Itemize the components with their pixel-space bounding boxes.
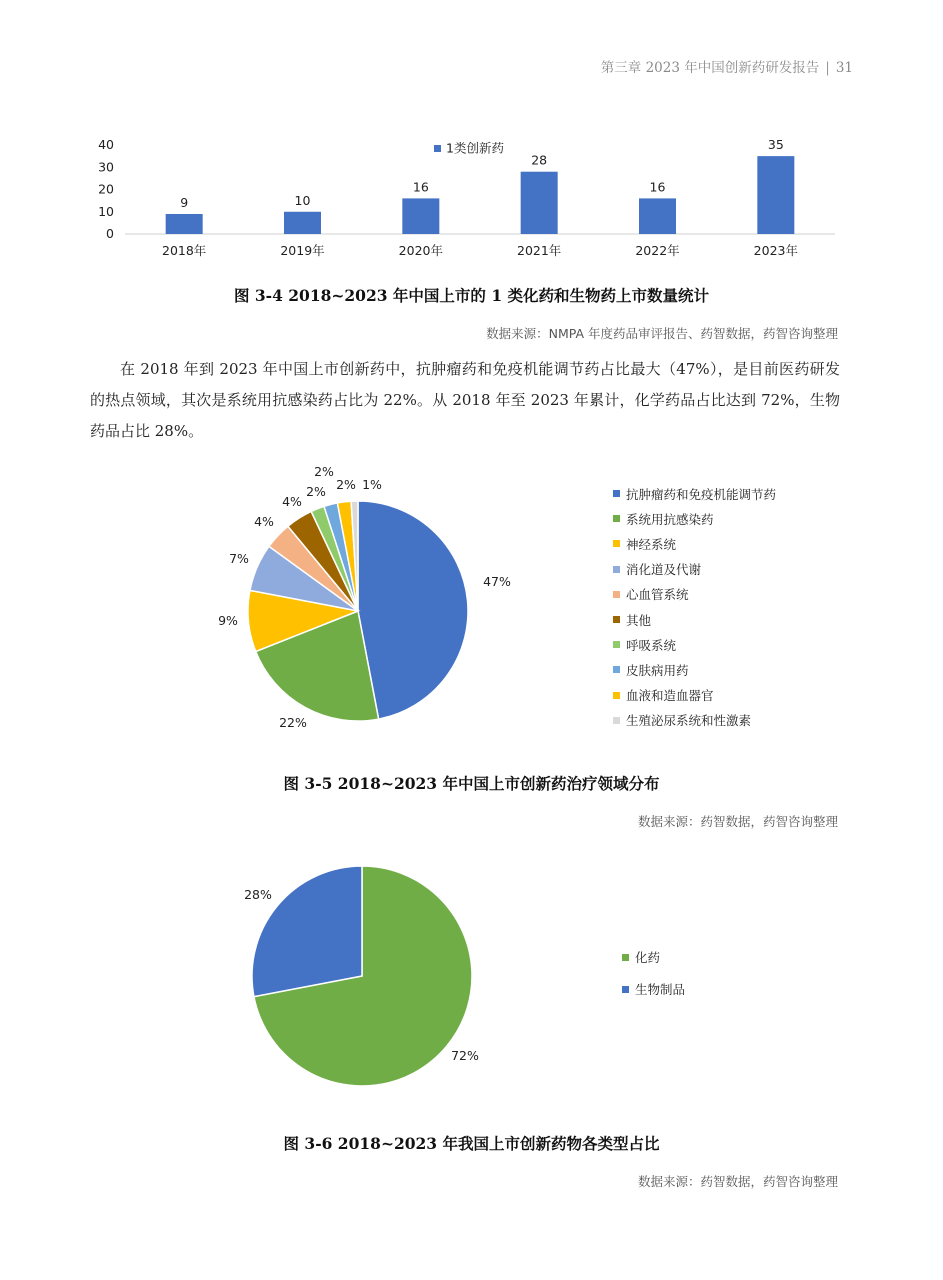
- legend-swatch: [613, 616, 620, 623]
- slice-value-label: 72%: [451, 1048, 479, 1063]
- legend-swatch: [613, 540, 620, 547]
- legend-label: 皮肤病用药: [626, 662, 689, 678]
- legend-label: 1类创新药: [446, 140, 504, 156]
- legend-label: 神经系统: [626, 536, 677, 552]
- legend-swatch: [613, 717, 620, 724]
- legend-swatch: [613, 515, 620, 522]
- running-header: [601, 56, 853, 76]
- legend-swatch: [613, 566, 620, 573]
- drug-type-pie-chart: [0, 850, 943, 1110]
- figure-3-6-source: 数据来源：药智数据，药智咨询整理: [637, 1174, 838, 1189]
- x-tick-label: 2023年: [753, 243, 798, 258]
- y-tick-label: 40: [98, 137, 114, 152]
- y-tick-label: 20: [98, 181, 114, 197]
- legend-swatch: [613, 490, 620, 497]
- legend-label: 生物制品: [635, 982, 686, 997]
- x-tick-label: 2019年: [280, 243, 325, 258]
- slice-value-label: 4%: [254, 514, 274, 529]
- bar: [166, 214, 203, 234]
- slice-value-label: 47%: [483, 574, 511, 589]
- legend-item: [622, 941, 685, 973]
- legend-item: [622, 973, 685, 1005]
- x-tick-label: 2018年: [162, 243, 207, 258]
- legend-item: [613, 607, 776, 632]
- figure-3-6-caption: 图 3-6 2018~2023 年我国上市创新药物各类型占比: [283, 1134, 660, 1153]
- bar-value-label: 9: [180, 194, 189, 210]
- bar-value-label: 16: [412, 179, 429, 195]
- legend-item: [613, 557, 776, 582]
- legend-swatch: [434, 145, 441, 152]
- legend-label: 呼吸系统: [626, 637, 677, 653]
- figure-3-5-source: 数据来源：药智数据，药智咨询整理: [637, 814, 838, 829]
- figure-3-4-source: 数据来源：NMPA 年度药品审评报告、药智数据，药智咨询整理: [486, 326, 838, 341]
- slice-value-label: 9%: [218, 613, 238, 628]
- legend-label: 生殖泌尿系统和性激素: [626, 713, 752, 729]
- y-tick-label: 0: [106, 226, 114, 241]
- paragraph-text: 在 2018 年到 2023 年中国上市创新药中，抗肿瘤药和免疫机能调节药占比最大（47%），是目前医药研发的热点领域，其次是系统用抗感染药占比为 22%。从 2018 年至 2023 年累计，化学药品占比达到 72%，生物药品占比 28%。: [90, 360, 840, 440]
- legend-item: [613, 683, 776, 708]
- slice-value-label: 28%: [244, 887, 272, 902]
- legend-label: 消化道及代谢: [626, 562, 702, 578]
- x-tick-label: 2022年: [635, 243, 680, 258]
- slice-value-label: 4%: [282, 494, 302, 509]
- header-separator: |: [825, 60, 830, 76]
- slice-value-label: 2%: [314, 464, 334, 479]
- legend-label: 系统用抗感染药: [626, 511, 714, 527]
- slice-value-label: 2%: [336, 477, 356, 492]
- legend-item: [613, 531, 776, 556]
- bar: [757, 156, 794, 234]
- legend-label: 抗肿瘤药和免疫机能调节药: [626, 486, 777, 502]
- chapter-title: 第三章 2023 年中国创新药研发报告: [600, 60, 820, 76]
- bar: [639, 198, 676, 234]
- legend-label: 心血管系统: [626, 587, 689, 603]
- legend-item: [613, 481, 776, 506]
- legend-item: [613, 657, 776, 682]
- bar-value-label: 35: [767, 137, 784, 153]
- legend-swatch: [622, 954, 629, 961]
- legend-swatch: [613, 666, 620, 673]
- legend-label: 其他: [626, 612, 652, 628]
- figure-3-4-caption: 图 3-4 2018~2023 年中国上市的 1 类化药和生物药上市数量统计: [233, 286, 710, 305]
- legend-item: [613, 582, 776, 607]
- bar: [402, 198, 439, 234]
- bar-value-label: 28: [531, 152, 548, 168]
- legend-label: 血液和造血器官: [626, 688, 714, 704]
- therapeutic-area-legend: [613, 481, 776, 733]
- drug-type-legend: [622, 941, 685, 1005]
- pie-slice: [358, 501, 468, 719]
- slice-value-label: 22%: [279, 715, 307, 730]
- slice-value-label: 1%: [362, 477, 382, 492]
- legend-swatch: [622, 986, 629, 993]
- bar: [521, 172, 558, 234]
- bar: [284, 212, 321, 234]
- bar-value-label: 16: [649, 179, 666, 195]
- figure-3-5-caption: 图 3-5 2018~2023 年中国上市创新药治疗领域分布: [283, 774, 660, 793]
- legend-item: [613, 506, 776, 531]
- slice-value-label: 2%: [306, 484, 326, 499]
- page-number: 31: [835, 60, 853, 76]
- x-tick-label: 2021年: [517, 243, 562, 258]
- body-paragraph: [90, 354, 840, 447]
- x-tick-label: 2020年: [398, 243, 443, 258]
- y-tick-label: 30: [98, 159, 114, 175]
- bar-value-label: 10: [294, 192, 311, 208]
- legend-swatch: [613, 692, 620, 699]
- therapeutic-area-pie-chart: [0, 460, 943, 760]
- y-tick-label: 10: [98, 203, 114, 219]
- pie-slice: [252, 866, 362, 997]
- legend-swatch: [613, 591, 620, 598]
- bar-chart: [0, 130, 943, 270]
- legend-swatch: [613, 641, 620, 648]
- slice-value-label: 7%: [229, 551, 249, 566]
- legend-label: 化药: [635, 950, 661, 965]
- legend-item: [613, 708, 776, 733]
- legend-item: [613, 632, 776, 657]
